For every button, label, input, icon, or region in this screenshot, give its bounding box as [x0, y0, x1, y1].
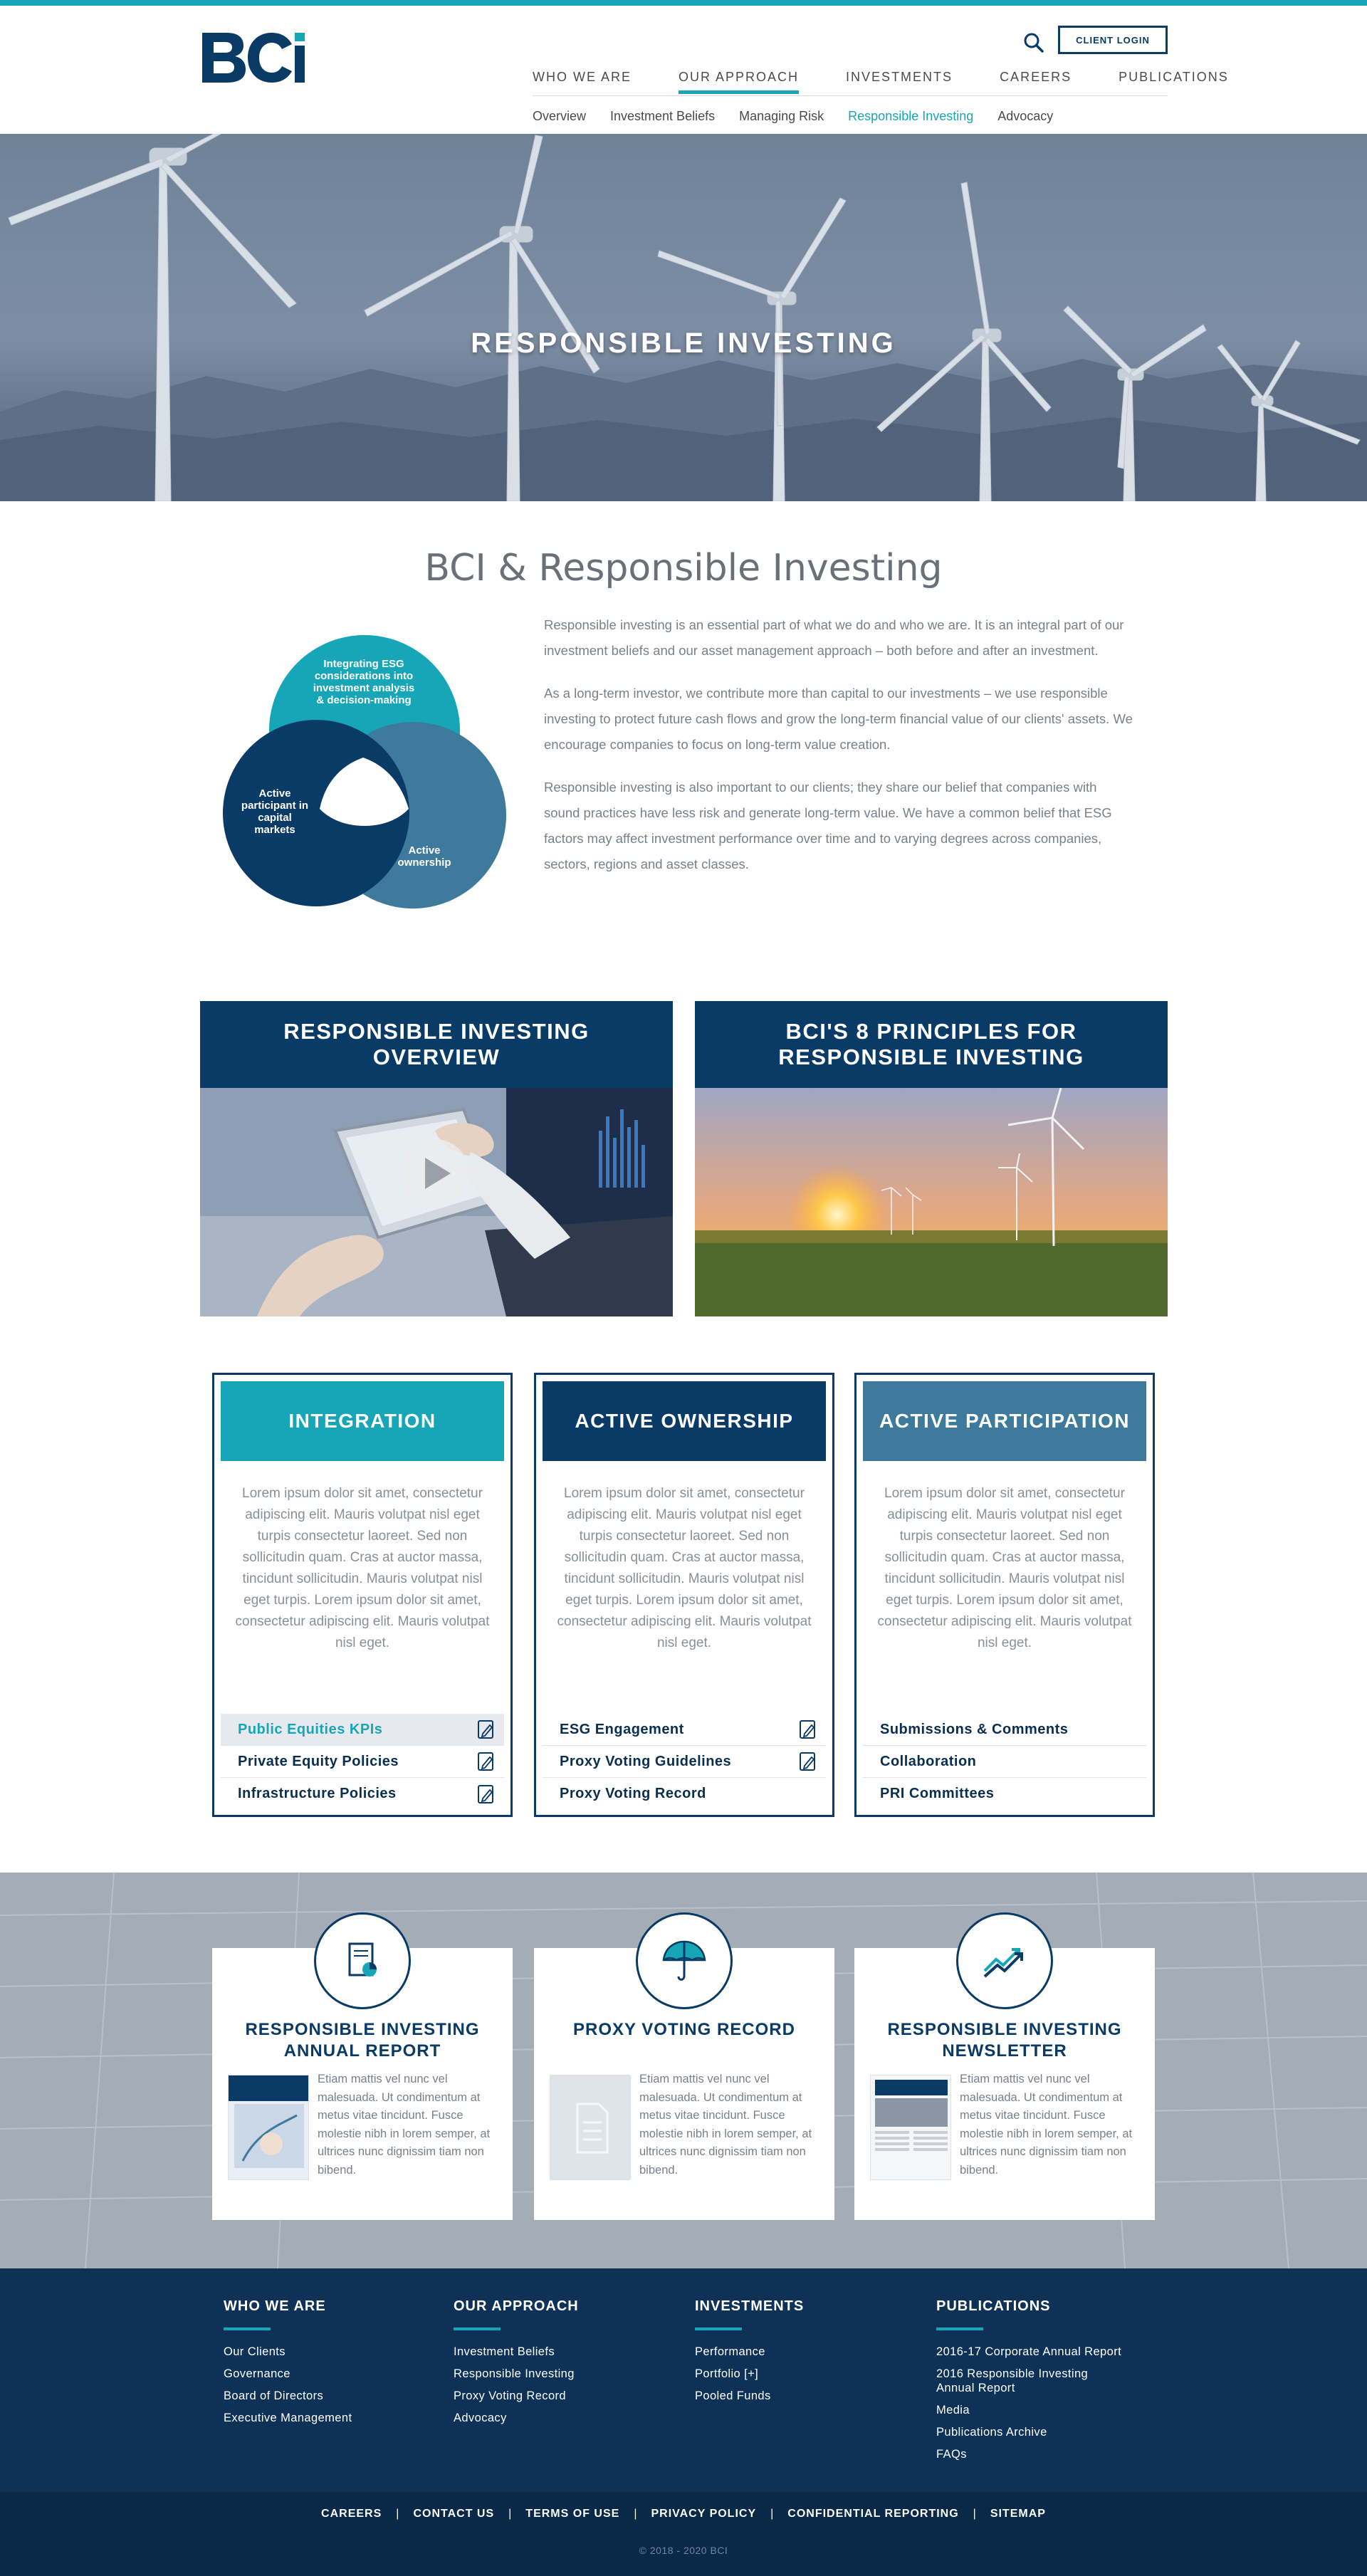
- footer-accent-line: [224, 2328, 271, 2330]
- separator: |: [770, 2508, 774, 2520]
- separator: |: [508, 2508, 512, 2520]
- nav-item-investments[interactable]: INVESTMENTS: [846, 69, 953, 84]
- pillar-links: [543, 1714, 826, 1810]
- footer-link[interactable]: Governance: [224, 2367, 290, 2380]
- link-proxy-voting-record[interactable]: [543, 1778, 826, 1810]
- site-header: [0, 6, 1367, 134]
- link-label: Private Equity Policies: [238, 1753, 399, 1769]
- resource-title: RESPONSIBLE INVESTING ANNUAL REPORT: [245, 2020, 480, 2061]
- link-pri-committees[interactable]: [863, 1778, 1146, 1810]
- footer-link[interactable]: Advocacy: [454, 2412, 507, 2424]
- resource-description: Etiam mattis vel nunc vel malesuada. Ut condimentum at metus vitae tincidunt. Fusce molestie nibh in lorem semper, at ultrices nunc dignissim tiam non bibend.: [960, 2073, 1133, 2177]
- subnav-item-investment-beliefs[interactable]: Investment Beliefs: [610, 108, 716, 123]
- intro-paragraph: Responsible investing is an essential part of what we do and who we are. It is an integral part of our investment beliefs and our asset management approach – both before and after an investment.: [544, 617, 1124, 658]
- site-footer: [0, 2268, 1367, 2492]
- footer-column-our-approach: [454, 2298, 579, 2433]
- venn-label-integration: Integrating ESG considerations into investment analysis & decision-making: [313, 658, 415, 706]
- footer-link[interactable]: Performance: [695, 2345, 765, 2358]
- client-login-button[interactable]: CLIENT LOGIN: [1058, 26, 1168, 54]
- footer-link-terms-of-use[interactable]: TERMS OF USE: [525, 2508, 620, 2520]
- footer-link[interactable]: Executive Management: [224, 2412, 352, 2424]
- feature-title: RESPONSIBLE INVESTING OVERVIEW: [283, 1019, 590, 1069]
- wind-turbine-hero-image: [0, 134, 1367, 501]
- nav-item-our-approach[interactable]: OUR APPROACH: [679, 63, 799, 91]
- sub-navigation: [533, 104, 1077, 128]
- link-public-equities-kpis[interactable]: [221, 1714, 504, 1746]
- footer-link-privacy-policy[interactable]: PRIVACY POLICY: [651, 2508, 757, 2520]
- pillar-title: INTEGRATION: [221, 1381, 504, 1461]
- feature-card-overview[interactable]: [200, 1001, 673, 1316]
- intro-paragraph: As a long-term investor, we contribute more than capital to our investments – we use responsible investing to protect future cash flows and grow the long-term financial value of our clients' assets. We encourage companies to focus on long-term value creation.: [544, 686, 1133, 752]
- subnav-item-responsible-investing[interactable]: Responsible Investing: [848, 108, 974, 123]
- footer-link[interactable]: Media: [936, 2404, 970, 2417]
- document-icon: [477, 1752, 496, 1771]
- pillar-links: [221, 1714, 504, 1810]
- footer-link-sitemap[interactable]: SITEMAP: [990, 2508, 1046, 2520]
- footer-link[interactable]: Board of Directors: [224, 2389, 324, 2402]
- link-label: ESG Engagement: [560, 1721, 684, 1737]
- footer-link[interactable]: 2016 Responsible Investing Annual Report: [936, 2367, 1089, 2394]
- footer-link[interactable]: Proxy Voting Record: [454, 2389, 567, 2402]
- hero-banner: [0, 134, 1367, 501]
- esg-venn-diagram: [222, 634, 507, 911]
- pillar-active-ownership: [534, 1373, 834, 1817]
- link-collaboration[interactable]: [863, 1746, 1146, 1778]
- footer-column-title: PUBLICATIONS: [936, 2298, 1051, 2314]
- document-placeholder-thumbnail: [550, 2075, 631, 2180]
- link-label: Submissions & Comments: [880, 1721, 1069, 1737]
- separator: |: [634, 2508, 637, 2520]
- document-icon: [477, 1719, 496, 1739]
- link-label: Public Equities KPIs: [238, 1721, 383, 1737]
- feature-title: BCI'S 8 PRINCIPLES FOR RESPONSIBLE INVESTING: [778, 1019, 1084, 1069]
- sunset-image: [695, 1088, 1168, 1316]
- pillar-description: Lorem ipsum dolor sit amet, consectetur adipiscing elit. Mauris volutpat nisl eget turpis consectetur laoreet. Sed non sollicitudin quam. Cras at auctor massa, tincidunt sollicitudin. Mauris volutpat nisl eget turpis. Lorem ipsum dolor sit amet, consectetur adipiscing elit. Mauris volutpat nisl eget.: [235, 1486, 490, 1650]
- top-accent-bar: [0, 0, 1367, 6]
- link-infrastructure-policies[interactable]: [221, 1778, 504, 1810]
- newsletter-thumbnail: [870, 2075, 951, 2180]
- umbrella-icon: [636, 1912, 733, 2009]
- footer-link[interactable]: Responsible Investing: [454, 2367, 575, 2380]
- footer-column-investments: [695, 2298, 804, 2411]
- copyright-text: © 2018 - 2020 BCI: [639, 2545, 728, 2556]
- footer-column-title: INVESTMENTS: [695, 2298, 805, 2314]
- main-navigation: [533, 63, 1229, 91]
- venn-label-participant: Active participant in capital markets: [241, 787, 309, 836]
- pillar-title: ACTIVE PARTICIPATION: [863, 1381, 1146, 1461]
- link-label: PRI Committees: [880, 1786, 995, 1801]
- tablet-image: [200, 1088, 673, 1316]
- link-label: Proxy Voting Guidelines: [560, 1753, 732, 1769]
- footer-link-contact-us[interactable]: CONTACT US: [413, 2508, 495, 2520]
- nav-divider: [533, 95, 1168, 96]
- resource-description: Etiam mattis vel nunc vel malesuada. Ut condimentum at metus vitae tincidunt. Fusce molestie nibh in lorem semper, at ultrices nunc dignissim tiam non bibend.: [639, 2073, 812, 2177]
- search-icon[interactable]: [1022, 31, 1045, 54]
- link-private-equity-policies[interactable]: [221, 1746, 504, 1778]
- separator: |: [396, 2508, 399, 2520]
- hero-title: RESPONSIBLE INVESTING: [471, 328, 896, 359]
- link-label: Collaboration: [880, 1753, 977, 1769]
- annual-report-thumbnail: [228, 2075, 309, 2180]
- footer-accent-line: [936, 2328, 983, 2330]
- resource-description: Etiam mattis vel nunc vel malesuada. Ut condimentum at metus vitae tincidunt. Fusce molestie nibh in lorem semper, at ultrices nunc dignissim tiam non bibend.: [318, 2073, 491, 2177]
- footer-column-title: OUR APPROACH: [454, 2298, 579, 2314]
- footer-column-title: WHO WE ARE: [224, 2298, 326, 2314]
- intro-paragraph: Responsible investing is also important to our clients; they share our belief that companies with sound practices have less risk and generate long-term value. We have a common belief that ESG factors may affect investment performance over time and to varying degrees across companies, sectors, regions and asset classes.: [544, 780, 1112, 871]
- subnav-item-overview[interactable]: Overview: [533, 108, 587, 123]
- footer-link[interactable]: FAQs: [936, 2448, 967, 2461]
- subnav-item-advocacy[interactable]: Advocacy: [997, 108, 1054, 123]
- resource-title: RESPONSIBLE INVESTING NEWSLETTER: [887, 2020, 1122, 2061]
- separator: |: [973, 2508, 976, 2520]
- pillar-title: ACTIVE OWNERSHIP: [543, 1381, 826, 1461]
- link-submissions-comments[interactable]: [863, 1714, 1146, 1746]
- report-icon: [314, 1912, 411, 2009]
- nav-item-careers[interactable]: CAREERS: [1000, 69, 1072, 84]
- footer-link[interactable]: Our Clients: [224, 2345, 286, 2358]
- footer-accent-line: [695, 2328, 742, 2330]
- tablet-video-thumbnail: [200, 1088, 673, 1316]
- pillar-integration: [212, 1373, 513, 1817]
- footer-bottom-links: [0, 2508, 1367, 2520]
- subnav-item-managing-risk[interactable]: Managing Risk: [739, 108, 824, 123]
- pillar-description: Lorem ipsum dolor sit amet, consectetur adipiscing elit. Mauris volutpat nisl eget turpis consectetur laoreet. Sed non sollicitudin quam. Cras at auctor massa, tincidunt sollicitudin. Mauris volutpat nisl eget turpis. Lorem ipsum dolor sit amet, consectetur adipiscing elit. Mauris volutpat nisl eget.: [877, 1486, 1132, 1650]
- nav-item-publications[interactable]: PUBLICATIONS: [1119, 69, 1229, 84]
- sunset-turbine-image: [695, 1088, 1168, 1316]
- link-proxy-voting-guidelines[interactable]: [543, 1746, 826, 1778]
- trend-chart-icon: [956, 1912, 1053, 2009]
- footer-column-publications: [936, 2298, 1128, 2469]
- footer-link[interactable]: Investment Beliefs: [454, 2345, 555, 2358]
- bci-logo-mark: [198, 28, 306, 85]
- footer-column-who-we-are: [224, 2298, 352, 2433]
- pillar-description: Lorem ipsum dolor sit amet, consectetur adipiscing elit. Mauris volutpat nisl eget turpis consectetur laoreet. Sed non sollicitudin quam. Cras at auctor massa, tincidunt sollicitudin. Mauris volutpat nisl eget turpis. Lorem ipsum dolor sit amet, consectetur adipiscing elit. Mauris volutpat nisl eget.: [557, 1486, 812, 1650]
- pillar-active-participation: [854, 1373, 1155, 1817]
- footer-link[interactable]: Publications Archive: [936, 2426, 1047, 2439]
- intro-text: [544, 612, 1135, 894]
- bci-logo[interactable]: [198, 28, 306, 85]
- link-label: Proxy Voting Record: [560, 1786, 706, 1801]
- pillar-links: [863, 1714, 1146, 1810]
- document-icon: [477, 1784, 496, 1804]
- footer-link[interactable]: Pooled Funds: [695, 2389, 771, 2402]
- footer-link-careers[interactable]: CAREERS: [321, 2508, 382, 2520]
- venn-label-ownership: Active ownership: [397, 844, 451, 869]
- footer-bottom-bar: [0, 2492, 1367, 2576]
- footer-link[interactable]: 2016-17 Corporate Annual Report: [936, 2345, 1122, 2358]
- nav-item-who-we-are[interactable]: WHO WE ARE: [533, 69, 632, 84]
- link-label: Infrastructure Policies: [238, 1786, 397, 1801]
- footer-link-confidential-reporting[interactable]: CONFIDENTIAL REPORTING: [787, 2508, 959, 2520]
- document-icon: [799, 1752, 817, 1771]
- document-icon: [799, 1719, 817, 1739]
- footer-link[interactable]: Portfolio [+]: [695, 2367, 759, 2380]
- section-title: BCI & Responsible Investing: [424, 547, 943, 590]
- link-esg-engagement[interactable]: [543, 1714, 826, 1746]
- footer-accent-line: [454, 2328, 501, 2330]
- feature-card-principles[interactable]: [695, 1001, 1168, 1316]
- resource-title: PROXY VOTING RECORD: [573, 2020, 795, 2039]
